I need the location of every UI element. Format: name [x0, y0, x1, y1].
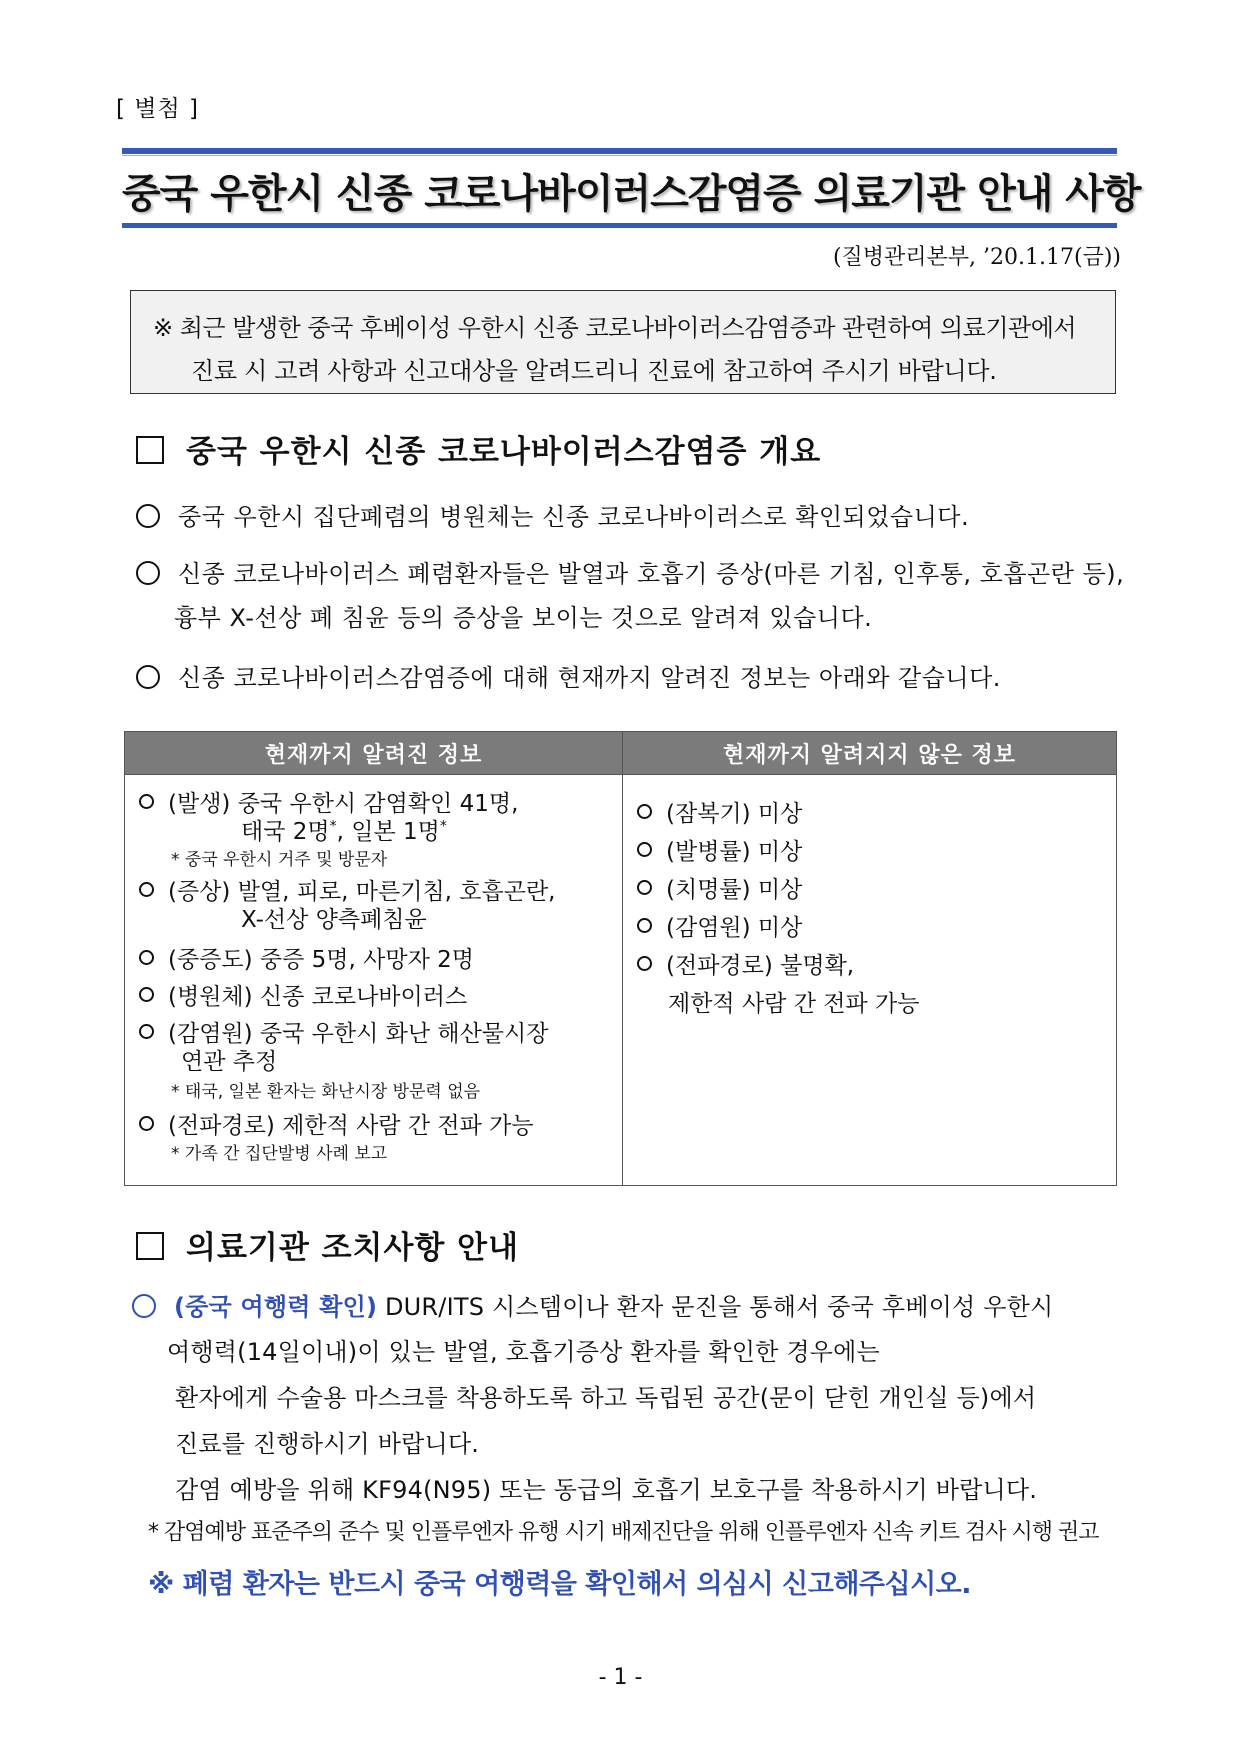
- action-line-3: 환자에게 수술용 마스크를 착용하도록 하고 독립된 공간(문이 닫힌 개인실 등)에서: [175, 1384, 1037, 1412]
- pneumonia-warning: ※ 폐렴 환자는 반드시 중국 여행력을 확인해서 의심시 신고해주십시오.: [148, 1569, 971, 1600]
- section1-bullet-3: [136, 658, 1001, 693]
- known-source-cont: 연관 추정: [181, 1049, 278, 1075]
- known-symptoms-cont: X-선상 양측폐침윤: [241, 907, 427, 933]
- known-source-note: * 태국, 일본 환자는 화난시장 방문력 없음: [171, 1082, 481, 1102]
- item-text: (잠복기) 미상: [666, 801, 803, 827]
- action-line-5: 감염 예방을 위해 KF94(N95) 또는 동급의 호흡기 보호구를 착용하시기 바랍니다.: [175, 1476, 1038, 1504]
- section1-bullet-2-cont: 흉부 X-선상 폐 침윤 등의 증상을 보이는 것으로 알려져 있습니다.: [174, 604, 873, 632]
- notice-line-2: 진료 시 고려 사항과 신고대상을 알려드리니 진료에 참고하여 주시기 바랍니다.: [191, 357, 997, 385]
- small-circle-icon: [637, 804, 652, 819]
- bullet-text: 신종 코로나바이러스감염증에 대해 현재까지 알려진 정보는 아래와 같습니다.: [178, 664, 1001, 692]
- known-info-header: 현재까지 알려진 정보: [125, 732, 623, 775]
- known-route: [139, 1107, 534, 1140]
- unknown-route-cont: 제한적 사람 간 전파 가능: [668, 991, 920, 1017]
- item-text: (발생) 중국 우한시 감염확인 41명,: [168, 791, 519, 817]
- issuer-date: (질병관리본부, ’20.1.17(금)): [832, 245, 1121, 270]
- title-box: [122, 148, 1141, 228]
- travel-check-label: (중국 여행력 확인): [174, 1293, 378, 1321]
- page-title: 중국 우한시 신종 코로나바이러스감염증 의료기관 안내 사항: [122, 171, 1141, 217]
- unknown-source: [637, 909, 802, 942]
- influenza-note: * 감염예방 표준주의 준수 및 인플루엔자 유행 시기 배제진단을 위해 인플루엔자 신속 키트 검사 시행 권고: [148, 1520, 1099, 1545]
- unknown-info-cell: [623, 775, 1117, 1186]
- footnote-mark: *: [329, 818, 337, 835]
- small-circle-icon: [637, 918, 652, 933]
- item-text: (전파경로) 불명확,: [666, 953, 855, 979]
- small-circle-icon: [139, 1116, 154, 1131]
- title-top-bar: [122, 148, 1117, 154]
- item-text: (증상) 발열, 피로, 마른기침, 호흡곤란,: [168, 879, 556, 905]
- unknown-fatality: [637, 871, 802, 904]
- bullet-text: 중국 우한시 집단폐렴의 병원체는 신종 코로나바이러스로 확인되었습니다.: [178, 503, 970, 531]
- action-line-1: [132, 1287, 1053, 1322]
- footnote-mark: *: [439, 818, 447, 835]
- item-text: (병원체) 신종 코로나바이러스: [168, 984, 468, 1010]
- small-circle-icon: [139, 1024, 154, 1039]
- small-circle-icon: [637, 956, 652, 971]
- attachment-label: [ 별첨 ]: [116, 96, 200, 122]
- notice-box: [130, 290, 1116, 394]
- small-circle-icon: [139, 882, 154, 897]
- small-circle-icon: [139, 987, 154, 1002]
- notice-line-1: ※ 최근 발생한 중국 후베이성 우한시 신종 코로나바이러스감염증과 관련하여 의료기관에서: [153, 314, 1077, 342]
- action-text: DUR/ITS 시스템이나 환자 문진을 통해서 중국 후베이성 우한시: [377, 1293, 1054, 1321]
- known-occurrence-note: * 중국 우한시 거주 및 방문자: [171, 850, 388, 870]
- small-circle-icon: [637, 880, 652, 895]
- info-table: [124, 731, 1117, 1186]
- unknown-attack-rate: [637, 833, 802, 866]
- item-text: (중증도) 중증 5명, 사망자 2명: [168, 947, 474, 973]
- section2-heading: [136, 1222, 519, 1267]
- title-bottom-bar: [122, 223, 1117, 228]
- item-text: (감염원) 중국 우한시 화난 해산물시장: [168, 1021, 549, 1047]
- section2-heading-text: 의료기관 조치사항 안내: [186, 1230, 520, 1266]
- action-line-4: 진료를 진행하시기 바랍니다.: [175, 1430, 480, 1458]
- known-info-cell: [125, 775, 623, 1186]
- section1-heading: [136, 426, 821, 471]
- section1-bullet-1: [136, 497, 969, 532]
- page-number: - 1 -: [598, 1665, 643, 1690]
- item-text: (발병률) 미상: [666, 839, 803, 865]
- small-circle-icon: [139, 794, 154, 809]
- unknown-info-header: 현재까지 알려지지 않은 정보: [623, 732, 1117, 775]
- unknown-incubation: [637, 795, 802, 828]
- bullet-text: 신종 코로나바이러스 폐렴환자들은 발열과 호흡기 증상(마른 기침, 인후통, 호흡곤란 등),: [178, 560, 1125, 588]
- small-circle-icon: [139, 950, 154, 965]
- item-text: (전파경로) 제한적 사람 간 전파 가능: [168, 1113, 534, 1139]
- circle-bullet-icon: [136, 504, 160, 528]
- known-pathogen: [139, 978, 467, 1011]
- item-text: , 일본 1명: [336, 819, 440, 845]
- action-line-2: 여행력(14일이내)이 있는 발열, 호흡기증상 환자를 확인한 경우에는: [167, 1338, 880, 1366]
- item-text: 태국 2명: [241, 819, 330, 845]
- circle-bullet-icon: [136, 665, 160, 689]
- item-text: (감염원) 미상: [666, 915, 803, 941]
- small-circle-icon: [637, 842, 652, 857]
- circle-bullet-icon: [132, 1294, 156, 1318]
- item-text: (치명률) 미상: [666, 877, 803, 903]
- known-route-note: * 가족 간 집단발병 사례 보고: [171, 1144, 388, 1164]
- known-occurrence-cont: [241, 813, 447, 846]
- title-thin-line: [122, 155, 1117, 156]
- circle-bullet-icon: [136, 561, 160, 585]
- checkbox-square-icon: [136, 436, 164, 464]
- known-severity: [139, 941, 474, 974]
- checkbox-square-icon: [136, 1232, 164, 1260]
- section1-bullet-2: [136, 554, 1124, 589]
- section1-heading-text: 중국 우한시 신종 코로나바이러스감염증 개요: [186, 434, 822, 470]
- unknown-route: [637, 947, 854, 980]
